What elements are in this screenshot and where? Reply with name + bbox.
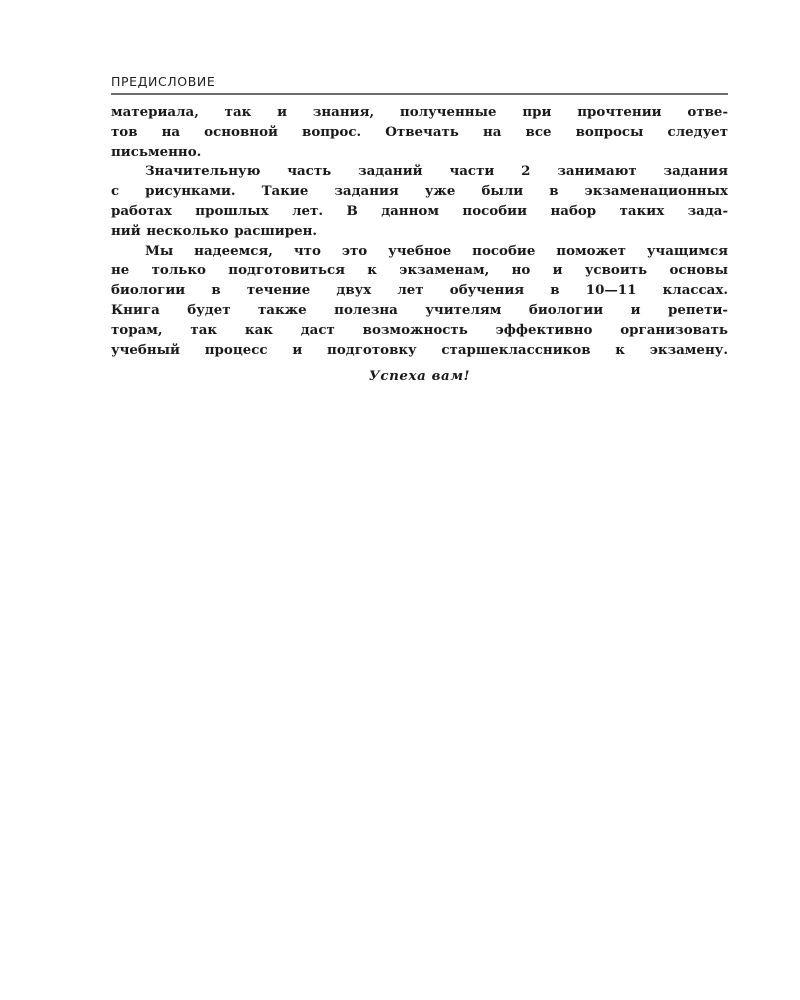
text-line: материала, так и знания, полученные при прочтении отве- — [111, 104, 728, 120]
text-line: тов на основной вопрос. Отвечать на все вопросы следует — [111, 123, 728, 140]
text-line: торам, так как даст возможность эффективно организовать — [111, 321, 728, 338]
text-line: Книга будет также полезна учителям биологии и репети- — [111, 301, 728, 318]
text-line: письменно. — [111, 143, 202, 160]
text-line: с рисунками. Такие задания уже были в экзаменационных — [111, 183, 728, 200]
body-text — [111, 103, 728, 360]
text-line: учебный процесс и подготовку старшеклассников к экзамену. — [111, 341, 728, 358]
running-header: ПРЕДИСЛОВИЕ — [111, 74, 728, 95]
text-line: биологии в течение двух лет обучения в 10—11 классах. — [111, 282, 728, 299]
document-page — [111, 74, 728, 386]
closing-wish: Успеха вам! — [368, 368, 471, 385]
paragraph-1 — [111, 103, 728, 162]
text-line: не только подготовиться к экзаменам, но и усвоить основы — [111, 262, 728, 279]
text-line: ний несколько расширен. — [111, 222, 318, 239]
paragraph-2 — [111, 162, 728, 241]
text-line: Значительную часть заданий части 2 занимают задания — [145, 163, 728, 180]
text-line: работах прошлых лет. В данном пособии набор таких зада- — [111, 202, 728, 219]
paragraph-3 — [111, 242, 728, 361]
text-line: Мы надеемся, что это учебное пособие поможет учащимся — [145, 242, 728, 259]
